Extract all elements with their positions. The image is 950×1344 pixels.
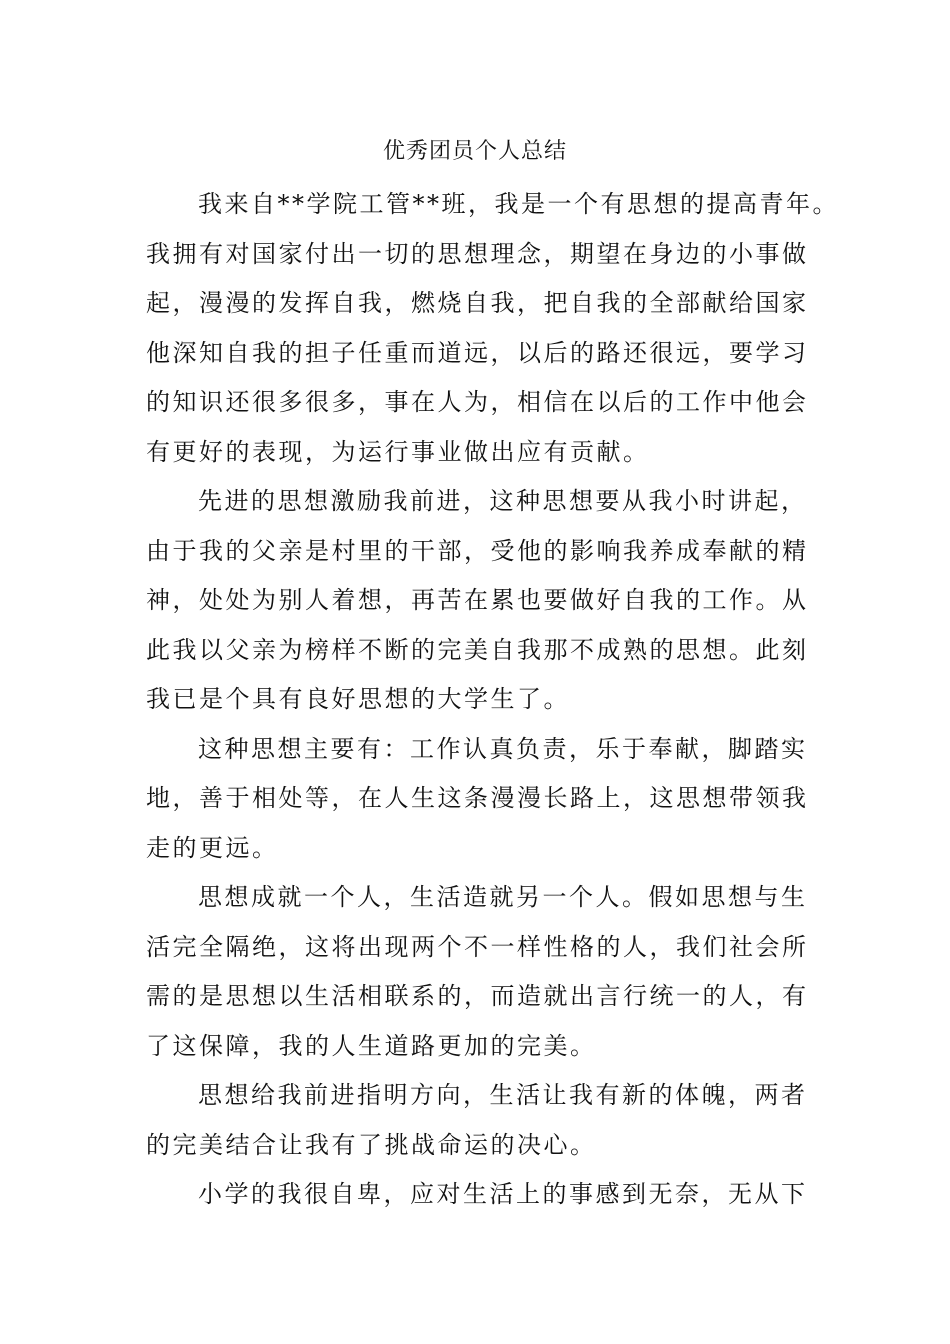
text-line: 了这保障，我的人生道路更加的完美。 xyxy=(146,1031,597,1060)
text-line: 走的更远。 xyxy=(146,833,279,862)
text-line: 需的是思想以生活相联系的，而造就出言行统一的人，有 xyxy=(146,982,809,1010)
paragraph-3 xyxy=(146,725,836,874)
text-line: 的完美结合让我有了挑战命运的决心。 xyxy=(146,1130,597,1159)
text-line: 神，处处为别人着想，再苦在累也要做好自我的工作。从 xyxy=(146,586,809,614)
text-line: 地，善于相处等，在人生这条漫漫长路上，这思想带领我 xyxy=(146,784,809,812)
paragraph-5 xyxy=(146,1071,836,1170)
text-line: 活完全隔绝，这将出现两个不一样性格的人，我们社会所 xyxy=(146,932,809,961)
text-line: 这种思想主要有：工作认真负责，乐于奉献，脚踏实 xyxy=(198,734,808,763)
text-line: 由于我的父亲是村里的干部，受他的影响我养成奉献的精 xyxy=(146,536,809,565)
text-line: 小学的我很自卑，应对生活上的事感到无奈，无从下 xyxy=(198,1180,808,1208)
text-line: 先进的思想激励我前进，这种思想要从我小时讲起， xyxy=(198,487,808,515)
text-line: 我来自**学院工管**班，我是一个有思想的提高青年。 xyxy=(198,190,839,218)
text-line: 思想成就一个人，生活造就另一个人。假如思想与生 xyxy=(198,883,808,911)
paragraph-6 xyxy=(146,1170,836,1220)
text-line: 我拥有对国家付出一切的思想理念，期望在身边的小事做 xyxy=(146,239,809,268)
text-line: 有更好的表现，为运行事业做出应有贡献。 xyxy=(146,437,650,466)
text-line: 的知识还很多很多，事在人为，相信在以后的工作中他会 xyxy=(146,388,809,416)
text-line: 此我以父亲为榜样不断的完美自我那不成熟的思想。此刻 xyxy=(146,635,809,664)
text-line: 我已是个具有良好思想的大学生了。 xyxy=(146,685,570,713)
document-body xyxy=(146,180,839,1220)
paragraph-2 xyxy=(146,477,836,725)
paragraph-4 xyxy=(146,873,836,1071)
document-title: 优秀团员个人总结 xyxy=(382,139,567,164)
paragraph-1 xyxy=(146,180,839,477)
text-line: 思想给我前进指明方向，生活让我有新的体魄，两者 xyxy=(198,1081,808,1109)
text-line: 起，漫漫的发挥自我，燃烧自我，把自我的全部献给国家 xyxy=(146,289,809,317)
text-line: 他深知自我的担子任重而道远，以后的路还很远，要学习 xyxy=(146,338,809,367)
